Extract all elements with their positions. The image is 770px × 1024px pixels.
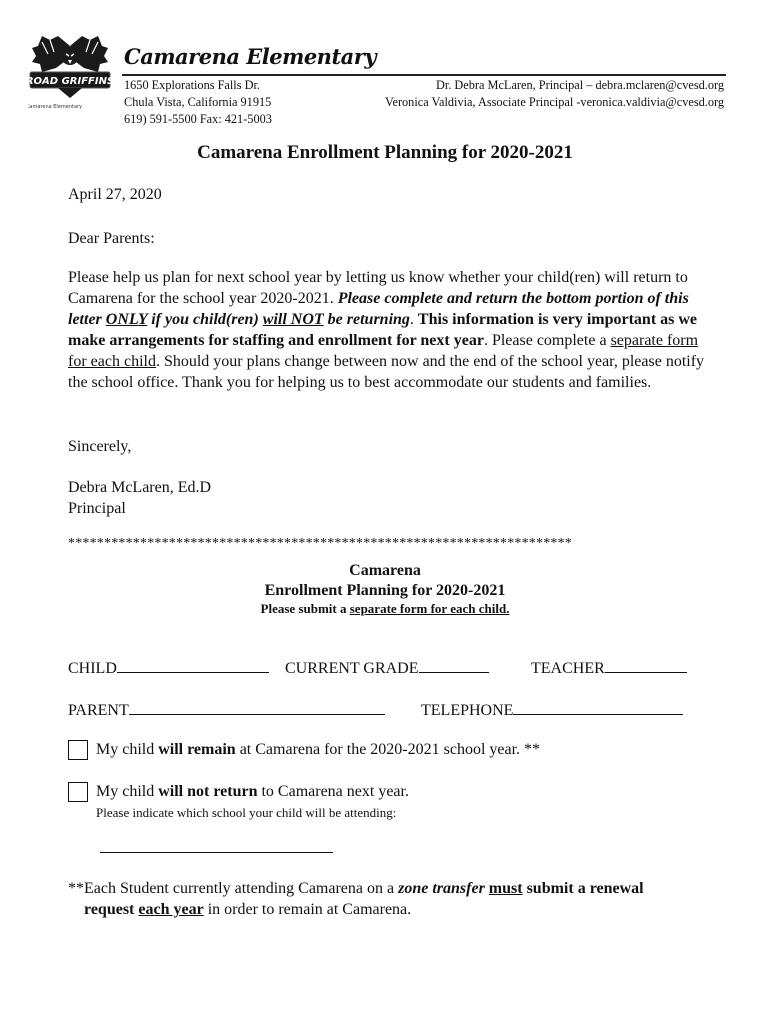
footnote-zone-transfer: zone transfer — [398, 880, 485, 897]
address-line-2: Chula Vista, California 91915 — [124, 95, 272, 109]
signer-name: Debra McLaren, Ed.D — [68, 479, 212, 496]
form-note — [0, 601, 770, 617]
remain-post: at Camarena for the 2020-2021 school year. ** — [235, 741, 541, 758]
school-logo — [28, 32, 112, 112]
body-sentence-4a: . Please complete a — [483, 332, 611, 349]
document-title: Camarena Enrollment Planning for 2020-2021 — [197, 142, 573, 163]
teacher-label: TEACHER — [531, 660, 605, 677]
phone-fax: 619) 591-5500 Fax: 421-5003 — [124, 112, 272, 126]
closing: Sincerely, — [68, 438, 132, 455]
logo-subtext: Camarena Elementary — [28, 104, 83, 110]
griffin-logo-icon — [28, 32, 112, 112]
not-return-post: to Camarena next year. — [257, 783, 409, 800]
not-return-checkbox[interactable] — [68, 782, 88, 802]
letter-date: April 27, 2020 — [68, 186, 162, 203]
remain-bold: will remain — [158, 741, 236, 758]
footnote-line-2 — [68, 899, 728, 920]
attend-school-prompt: Please indicate which school your child will be attending: — [96, 805, 397, 820]
assoc-principal-line: Veronica Valdivia, Associate Principal -veronica.valdivia@cvesd.org — [384, 95, 724, 109]
current-grade-input-line[interactable] — [419, 658, 489, 673]
current-grade-field — [285, 658, 489, 678]
body-separate-form: separate form for each child — [68, 332, 699, 370]
form-title: Enrollment Planning for 2020-2021 — [264, 582, 506, 599]
body-request-b: if you child(ren) — [147, 311, 263, 328]
signer-title: Principal — [68, 500, 126, 517]
body-will-not-emphasis: will NOT — [262, 311, 324, 328]
footnote-a: **Each Student currently attending Camarena on a — [68, 880, 399, 897]
footnote — [68, 878, 728, 920]
remain-pre: My child — [96, 741, 159, 758]
address-line-1: 1650 Explorations Falls Dr. — [124, 78, 260, 92]
not-return-option-label — [96, 783, 409, 801]
teacher-field — [531, 658, 687, 678]
child-field — [68, 658, 269, 678]
cut-divider: ********************************************************************** — [68, 536, 572, 551]
footnote-d: in order to remain at Camarena. — [203, 901, 412, 918]
footnote-must: must — [488, 880, 523, 897]
attend-school-input-line[interactable] — [100, 852, 333, 853]
body-importance: This information is very important as we make arrangements for staffing and enrollment for next year — [68, 311, 698, 349]
staff-block — [385, 77, 724, 111]
telephone-input-line[interactable] — [513, 700, 683, 715]
remain-checkbox[interactable] — [68, 740, 88, 760]
teacher-input-line[interactable] — [605, 658, 687, 673]
body-request-d: . — [409, 311, 418, 328]
child-input-line[interactable] — [117, 658, 269, 673]
body-sentence-1: Please help us plan for next school year by letting us know whether your child(ren) will return to Camarena for the school year 2020-2021. — [68, 269, 688, 307]
current-grade-label: CURRENT GRADE — [285, 660, 419, 677]
header-rule — [122, 74, 726, 76]
footnote-line-1 — [68, 878, 728, 899]
body-only-emphasis: ONLY — [105, 311, 148, 328]
not-return-pre: My child — [96, 783, 159, 800]
parent-label: PARENT — [68, 702, 129, 719]
salutation: Dear Parents: — [68, 230, 155, 247]
child-label: CHILD — [68, 660, 117, 677]
footnote-b: submit a renewal — [522, 880, 644, 897]
logo-text: ROAD GRIFFINS — [28, 76, 112, 87]
parent-field — [68, 700, 385, 720]
telephone-field — [421, 700, 683, 720]
body-request-a: Please complete and return the bottom portion of this letter — [68, 290, 689, 328]
parent-input-line[interactable] — [129, 700, 385, 715]
school-name: Camarena Elementary — [124, 44, 377, 69]
footnote-each-year: each year — [138, 901, 204, 918]
letter-body — [68, 267, 718, 393]
form-school-name: Camarena — [349, 562, 421, 579]
principal-line: Dr. Debra McLaren, Principal – debra.mclaren@cvesd.org — [435, 78, 724, 92]
body-request-c: be returning — [323, 311, 410, 328]
body-sentence-4b: . Should your plans change between now and the end of the school year, please notify the school office. Thank you for helping us to best accommodate our students and families. — [68, 353, 705, 391]
telephone-label: TELEPHONE — [421, 702, 514, 719]
remain-option-label — [96, 741, 540, 759]
footnote-c: request — [84, 901, 139, 918]
not-return-bold: will not return — [158, 783, 258, 800]
address-block — [124, 77, 272, 128]
form-note-underlined: separate form for each child. — [349, 601, 510, 616]
form-note-prefix: Please submit a — [260, 601, 350, 616]
